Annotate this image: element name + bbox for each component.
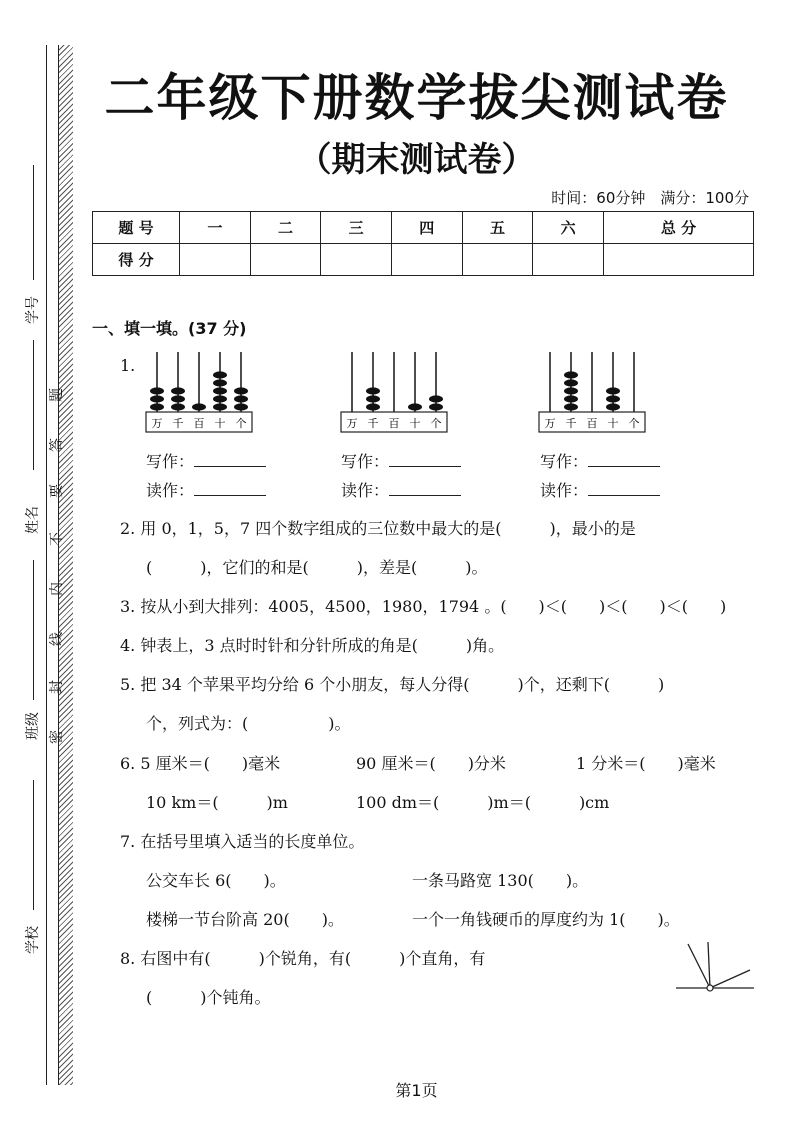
abacus-bead [213, 371, 227, 378]
score-cell: 二 [250, 212, 321, 244]
abacus-bead [564, 379, 578, 386]
score-cell: 五 [462, 212, 533, 244]
write-blank[interactable] [389, 452, 461, 467]
abacus-bead [150, 387, 164, 394]
student-id-label: 学号 [25, 296, 41, 324]
q8-line2: ( )个钝角。 [146, 988, 271, 1007]
write-label: 写作： [540, 452, 589, 471]
abacus-bead [366, 403, 380, 410]
abacus-bead [213, 395, 227, 402]
abacus-bead [429, 403, 443, 410]
abacus-bead [429, 395, 443, 402]
abacus-place-label: 万 [544, 417, 556, 430]
q7-b: 一条马路宽 130( )。 [412, 871, 589, 890]
read-label: 读作： [146, 481, 195, 500]
write-blank[interactable] [588, 452, 660, 467]
abacus-place-label: 千 [172, 417, 184, 430]
abacus-place-label: 万 [151, 417, 163, 430]
angle-ray-1 [688, 944, 710, 988]
abacus-bead [366, 395, 380, 402]
abacus-place-label: 个 [235, 417, 247, 430]
abacus-place-label: 个 [628, 417, 640, 430]
angle-ray-3 [710, 970, 750, 988]
abacus-bead [234, 387, 248, 394]
score-input-cell[interactable] [603, 244, 753, 276]
abacus-bead [234, 403, 248, 410]
abacus-place-label: 万 [346, 417, 358, 430]
abacus-bead [150, 403, 164, 410]
score-input-cell[interactable] [321, 244, 392, 276]
abacus-place-label: 百 [193, 417, 205, 430]
abacus-2 [340, 350, 450, 435]
q1-write-1 [146, 449, 266, 472]
angle-ray-2 [708, 942, 710, 988]
abacus-place-label: 十 [607, 417, 619, 430]
score-cell: 一 [180, 212, 251, 244]
page-subtitle: （期末测试卷） [297, 140, 536, 180]
seal-char: 要 [49, 484, 65, 498]
abacus-bead [234, 395, 248, 402]
score-input-cell[interactable] [250, 244, 321, 276]
q1-read-3 [540, 478, 660, 501]
seal-char: 密 [49, 730, 65, 744]
score-input-cell[interactable] [533, 244, 604, 276]
read-label: 读作： [341, 481, 390, 500]
q5-line1: 5. 把 34 个苹果平均分给 6 个小朋友，每人分得( )个，还剩下( ) [120, 675, 665, 694]
class-rule [33, 560, 34, 700]
abacus-bead [564, 395, 578, 402]
abacus-bead [171, 387, 185, 394]
abacus-place-label: 个 [430, 417, 442, 430]
abacus-bead [213, 387, 227, 394]
abacus-bead [564, 371, 578, 378]
q4: 4. 钟表上，3 点时时针和分针所成的角是( )角。 [120, 636, 505, 655]
name-rule [33, 340, 34, 470]
abacus-bead [213, 403, 227, 410]
q6-c: 1 分米＝( )毫米 [576, 754, 716, 773]
score-table-header-row [93, 212, 754, 244]
score-cell: 得 分 [93, 244, 180, 276]
abacus-bead [564, 403, 578, 410]
abacus-bead [564, 387, 578, 394]
abacus-bead [408, 403, 422, 410]
school-rule [33, 780, 34, 910]
read-blank[interactable] [194, 481, 266, 496]
abacus-place-label: 千 [367, 417, 379, 430]
abacus-place-label: 千 [565, 417, 577, 430]
page-number: 第1页 [395, 1081, 438, 1100]
write-label: 写作： [341, 452, 390, 471]
score-cell: 三 [321, 212, 392, 244]
score-table-score-row [93, 244, 754, 276]
q2-line2: ( )，它们的和是( )，差是( )。 [146, 558, 488, 577]
q1-number: 1. [120, 356, 136, 375]
seal-char: 内 [49, 582, 65, 596]
q1-write-2 [341, 449, 461, 472]
seal-char: 答 [49, 438, 65, 452]
seal-char: 不 [49, 532, 65, 546]
name-label: 姓名 [25, 506, 41, 534]
q1-read-2 [341, 478, 461, 501]
score-cell: 六 [533, 212, 604, 244]
binding-line [46, 45, 47, 1085]
angle-vertex [707, 985, 713, 991]
abacus-bead [192, 403, 206, 410]
abacus-place-label: 百 [388, 417, 400, 430]
abacus-bead [366, 387, 380, 394]
read-label: 读作： [540, 481, 589, 500]
abacus-3 [538, 350, 648, 435]
q6-e: 100 dm＝( )m＝( )cm [356, 793, 610, 812]
q7-title: 7. 在括号里填入适当的长度单位。 [120, 832, 365, 851]
q1-write-3 [540, 449, 660, 472]
school-label: 学校 [25, 926, 41, 954]
q5-line2: 个，列式为：( )。 [146, 714, 351, 733]
q7-d: 一个一角钱硬币的厚度约为 1( )。 [412, 910, 680, 929]
score-table [92, 211, 754, 276]
page-title: 二年级下册数学拔尖测试卷 [104, 69, 729, 127]
abacus-bead [171, 403, 185, 410]
abacus-place-label: 十 [214, 417, 226, 430]
abacus-bead [606, 395, 620, 402]
q7-c: 楼梯一节台阶高 20( )。 [146, 910, 344, 929]
binding-hatch [58, 45, 73, 1085]
abacus-bead [150, 395, 164, 402]
q1-read-1 [146, 478, 266, 501]
q6-a: 6. 5 厘米＝( )毫米 [120, 754, 281, 773]
class-label: 班级 [25, 712, 41, 740]
time-info: 时间：60分钟 满分：100分 [551, 189, 749, 207]
seal-char: 线 [49, 632, 65, 646]
seal-char: 题 [49, 388, 65, 402]
abacus-bead [606, 403, 620, 410]
score-cell: 题 号 [93, 212, 180, 244]
write-label: 写作： [146, 452, 195, 471]
score-input-cell[interactable] [391, 244, 462, 276]
abacus-bead [606, 387, 620, 394]
abacus-1 [145, 350, 255, 435]
q2-line1: 2. 用 0，1，5，7 四个数字组成的三位数中最大的是( )，最小的是 [120, 519, 636, 538]
q6-d: 10 km＝( )m [146, 793, 288, 812]
score-cell: 总 分 [603, 212, 753, 244]
read-blank[interactable] [389, 481, 461, 496]
q8-line1: 8. 右图中有( )个锐角，有( )个直角，有 [120, 949, 486, 968]
abacus-bead [171, 395, 185, 402]
abacus-place-label: 十 [409, 417, 421, 430]
score-input-cell[interactable] [462, 244, 533, 276]
q6-b: 90 厘米＝( )分米 [356, 754, 506, 773]
q3: 3. 按从小到大排列：4005，4500，1980，1794 。( )＜( )＜( )＜( ) [120, 597, 727, 616]
read-blank[interactable] [588, 481, 660, 496]
score-input-cell[interactable] [180, 244, 251, 276]
student-id-rule [33, 165, 34, 280]
q7-a: 公交车长 6( )。 [146, 871, 286, 890]
score-cell: 四 [391, 212, 462, 244]
abacus-bead [213, 379, 227, 386]
angle-figure [672, 938, 756, 994]
section-heading: 一、填一填。(37 分) [92, 319, 247, 338]
write-blank[interactable] [194, 452, 266, 467]
seal-char: 封 [49, 680, 65, 694]
abacus-place-label: 百 [586, 417, 598, 430]
